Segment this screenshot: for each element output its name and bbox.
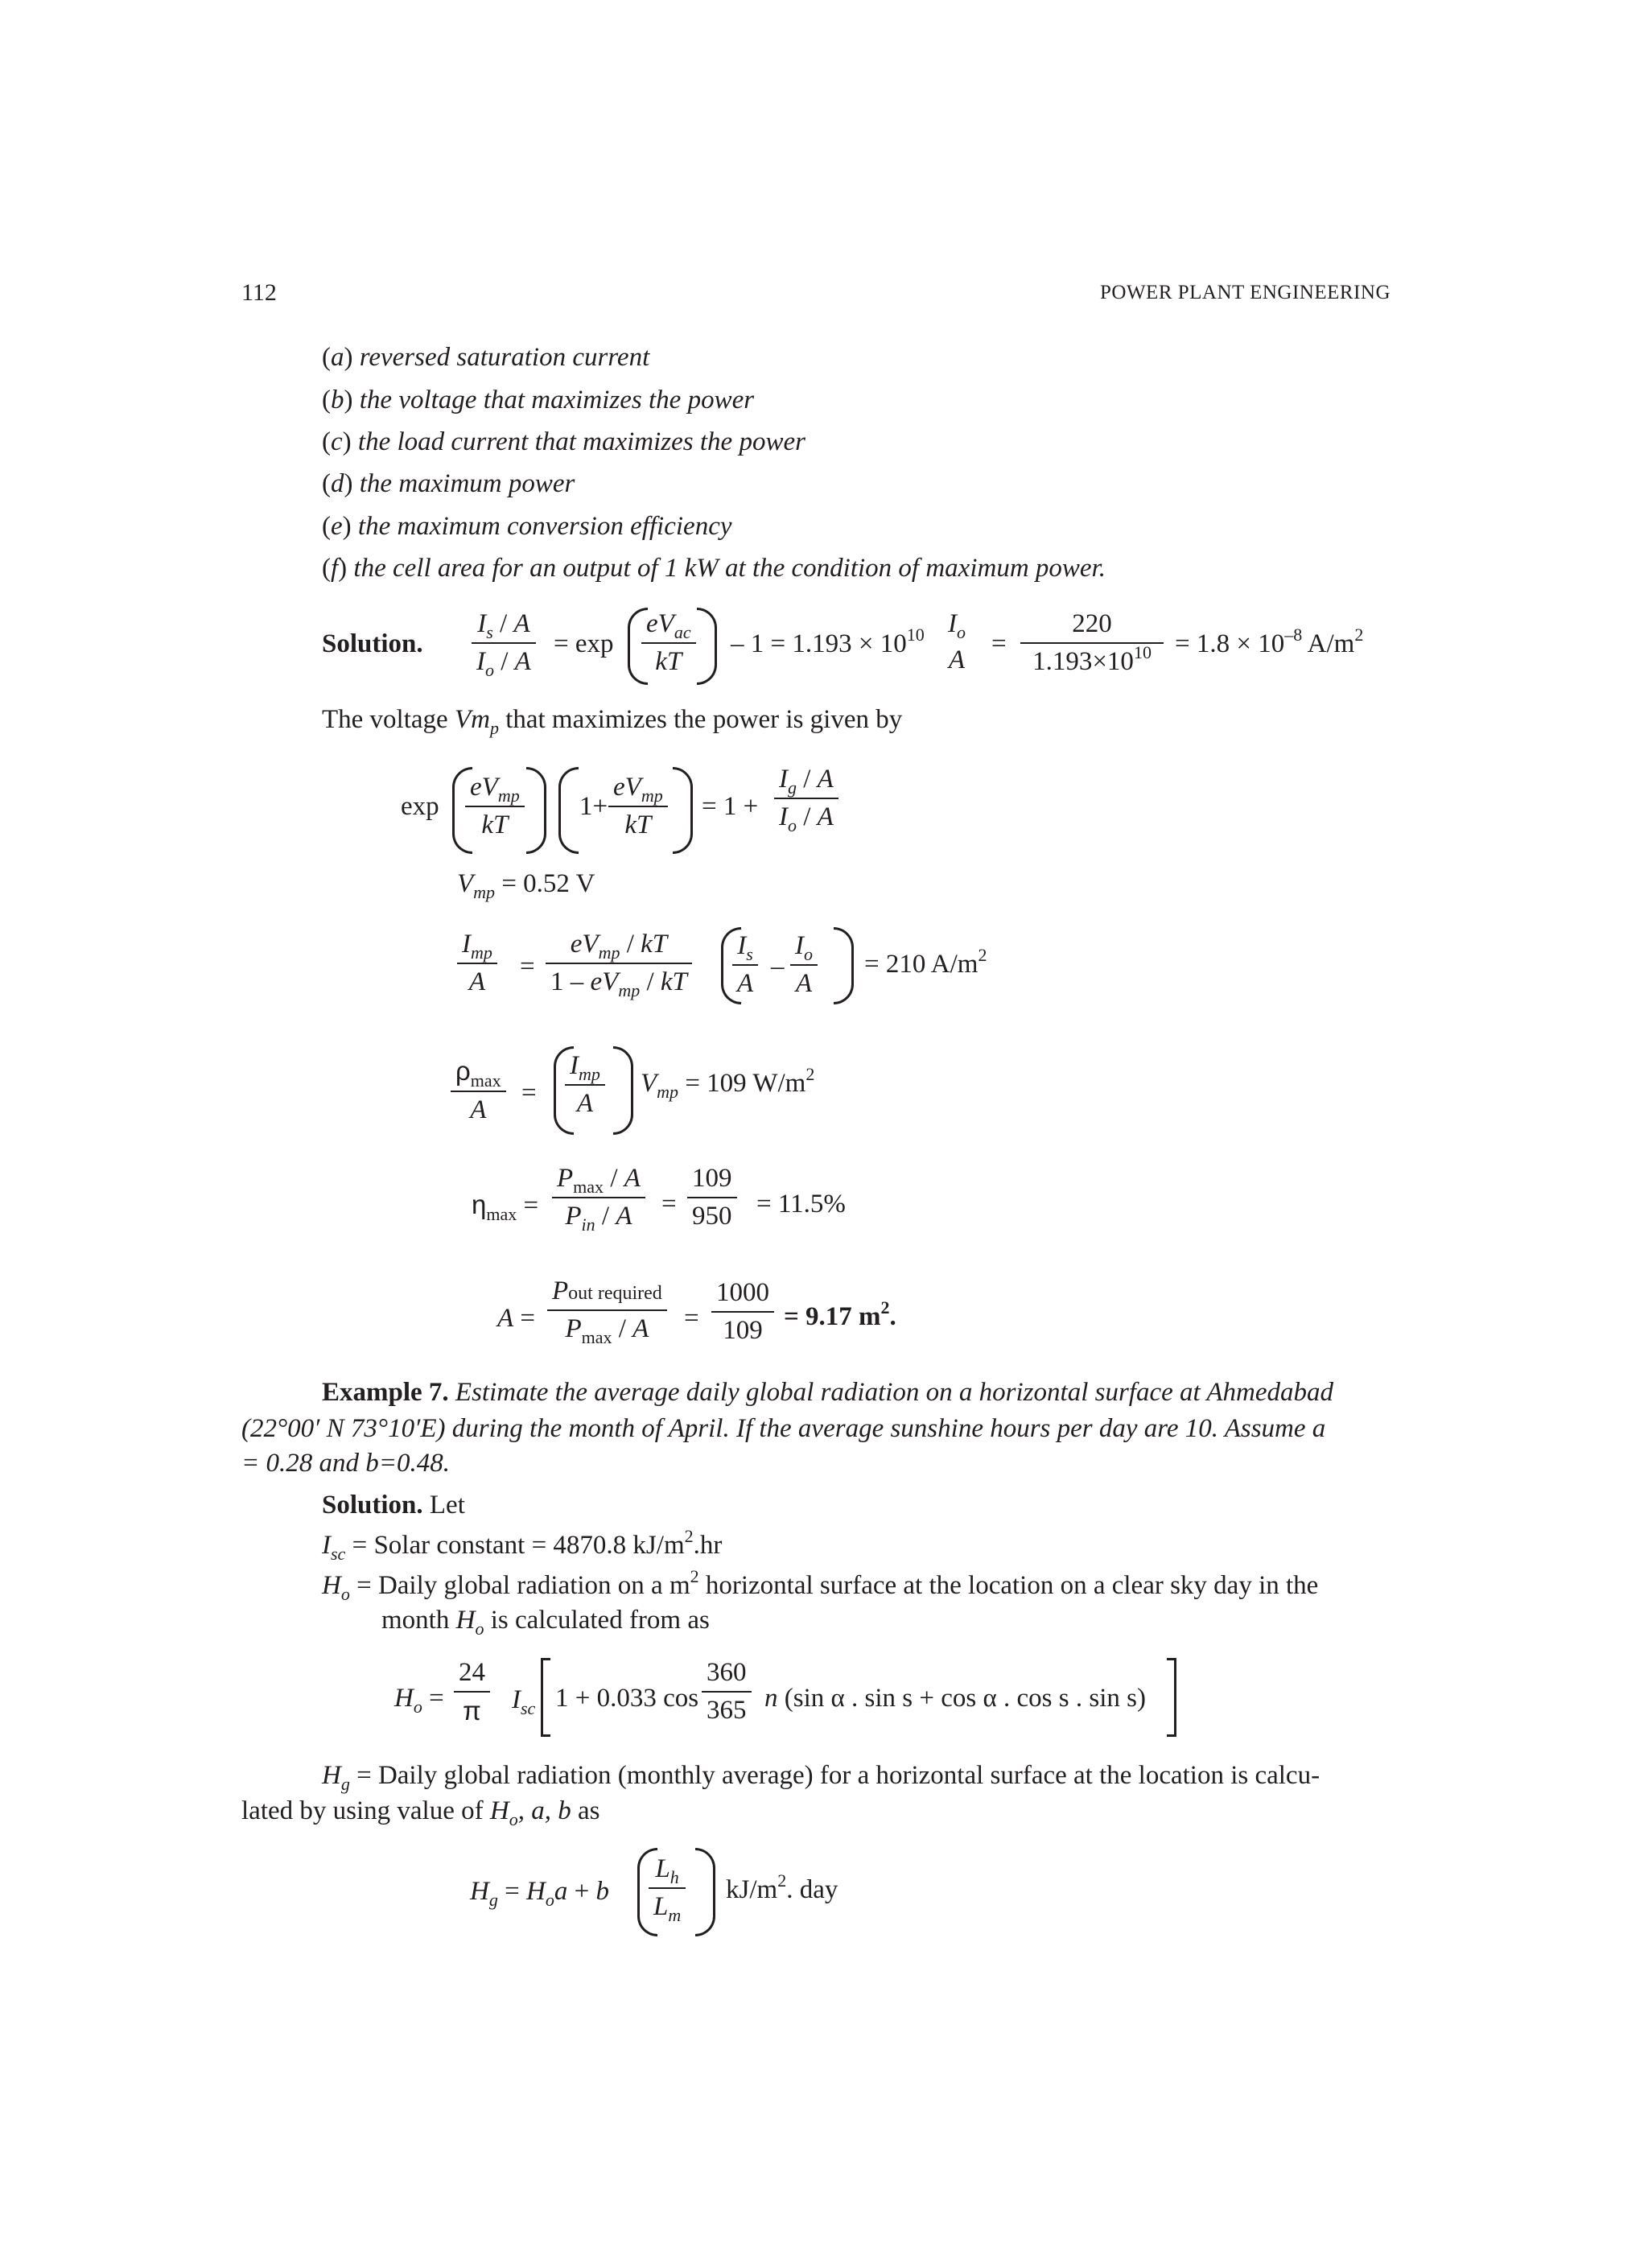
example-7-line-2: (22°00′ N 73°10′E) during the month of April. If the average sunshine hours per day are 10. Assume a — [241, 1414, 1326, 1443]
fraction-24-pi: 24 π — [454, 1658, 490, 1726]
ho-formula-bracket-text: 1 + 0.033 cos — [555, 1684, 699, 1713]
solution-2-label: Solution. Let — [322, 1491, 465, 1520]
fraction-is-io: $I_s$ / A $I_o$ / A — [472, 609, 536, 677]
voltage-sentence: The voltage $Vm_p$ that maximizes the power is given by — [322, 705, 903, 738]
solution-label: Solution. — [322, 629, 423, 658]
right-paren — [695, 1848, 715, 1936]
fraction-109-950: 109 950 — [687, 1164, 737, 1231]
equation-result: = $1.8 \times 10^{-8}$ $A/m^2$ — [1175, 625, 1364, 658]
equals-sign: = — [991, 629, 1007, 658]
list-item: (c) the load current that maximizes the power — [322, 427, 805, 456]
list-item-text: the cell area for an output of 1 kW at the condition of maximum power. — [353, 554, 1106, 583]
fraction-eVmp-kT-3: $eV_{mp}$ / kT $1 - eV_{mp}$ / kT — [546, 930, 692, 997]
fraction-is-a: $I_s$ A — [732, 931, 758, 999]
hg-definition-line-1: $H_g$ = Daily global radiation (monthly average) for a horizontal surface at the location is calcu- — [322, 1761, 1320, 1794]
isc-definition: $I_{sc}$ = Solar constant = 4870.8 $kJ/m^2.hr$ — [322, 1526, 723, 1564]
right-paren — [613, 1046, 633, 1135]
list-item: (b) the voltage that maximizes the power — [322, 386, 755, 414]
example-7-line-1: Example 7. Estimate the average daily global radiation on a horizontal surface at Ahmedabad — [322, 1378, 1333, 1407]
list-item: (e) the maximum conversion efficiency — [322, 512, 732, 541]
fraction-imp-a: $I_{mp}$ A — [457, 930, 497, 997]
fraction-pmax-a: $\rho_{max}$ A — [451, 1056, 506, 1125]
fraction-1000-109: 1000 109 — [711, 1278, 774, 1346]
left-bracket — [541, 1658, 550, 1737]
fraction-imp-a-2: $I_{mp}$ A — [565, 1051, 605, 1119]
one-plus: 1+ — [579, 792, 608, 821]
vmp-result: $V_{mp} = 0.52$ V — [457, 869, 595, 902]
page-number: 112 — [241, 279, 277, 306]
pmax-result: $V_{mp} = 109$ $W/m^2$ — [641, 1064, 815, 1102]
hg-formula-left: $H_g = H_oa + b$ — [470, 1877, 609, 1910]
ho-formula-tail: n (sin α . sin s + cos α . cos s . sin s) — [764, 1684, 1146, 1713]
right-paren — [697, 608, 717, 685]
right-bracket — [1167, 1658, 1176, 1737]
equals-exp: = exp — [554, 629, 614, 658]
ho-formula-label: $H_o$ = — [394, 1684, 444, 1717]
fraction-eVac-kT: $eV_{ac}$ kT — [641, 609, 696, 677]
left-paren — [558, 767, 579, 854]
right-paren — [834, 927, 854, 1004]
exp-label: exp — [401, 792, 439, 821]
imp-result: = 210 $A/m^2$ — [864, 945, 987, 979]
right-paren — [673, 767, 693, 854]
hg-definition-line-2: lated by using value of $H_o$, a, b as — [241, 1796, 600, 1829]
equals-sign: = — [661, 1190, 677, 1219]
example-7-line-3: = 0.28 and b=0.48. — [241, 1449, 451, 1478]
isc-symbol: $I_{sc}$ — [512, 1685, 536, 1718]
area-result: = 9.17 $m^2$. — [784, 1297, 896, 1331]
running-title: POWER PLANT ENGINEERING — [1100, 282, 1391, 303]
list-item: (f) the cell area for an output of 1 kW at the condition of maximum power. — [322, 554, 1106, 583]
fraction-360-365: 360 365 — [702, 1658, 752, 1726]
eta-max-label: $\eta_{max}$ = — [472, 1190, 539, 1224]
fraction-io-a: $I_o$ A — [948, 609, 966, 674]
ho-definition-line-2: month $H_o$ is calculated from as — [381, 1606, 710, 1639]
list-item-text: the load current that maximizes the power — [357, 427, 805, 456]
minus-sign: – — [771, 952, 785, 981]
list-item: (a) reversed saturation current — [322, 343, 650, 372]
list-item: (d) the maximum power — [322, 469, 575, 498]
equals-one-plus: = 1 + — [702, 792, 759, 821]
hg-formula-unit: $kJ/m^2$. day — [726, 1870, 838, 1904]
list-item-text: the voltage that maximizes the power — [359, 386, 755, 414]
list-item-text: the maximum power — [359, 469, 575, 498]
fraction-lh-lm: $L_h$ $L_m$ — [649, 1854, 686, 1922]
right-paren — [526, 767, 546, 854]
list-item-text: reversed saturation current — [359, 343, 650, 372]
ho-definition-line-1: $H_o$ = Daily global radiation on a $m^2$ horizontal surface at the location on a clear sky day in the — [322, 1566, 1319, 1604]
equals-sign: = — [521, 1078, 537, 1107]
fraction-eVmp-kT-2: $eV_{mp}$ kT — [608, 773, 668, 840]
area-label: A = — [497, 1304, 536, 1333]
equals-sign: = — [684, 1304, 699, 1333]
fraction-eVmp-kT: $eV_{mp}$ kT — [465, 773, 525, 840]
fraction-pmax-pin: $P_{max}$ / A $P_{in}$ / A — [552, 1164, 645, 1231]
fraction-io-a-2: $I_o$ A — [790, 931, 818, 999]
fraction-220: 220 $1.193\times 10^{10}$ — [1020, 609, 1164, 677]
list-item-text: the maximum conversion efficiency — [357, 512, 732, 541]
eta-result: = 11.5% — [756, 1190, 846, 1219]
fraction-ig-io: $I_g$ / A $I_o$ / A — [774, 765, 838, 832]
equation-middle: – $1 = 1.193 \times 10^{10}$ — [731, 625, 925, 658]
fraction-pout-pmax: Pout required $P_{max}$ / A — [547, 1276, 667, 1344]
equals-sign: = — [520, 952, 535, 981]
